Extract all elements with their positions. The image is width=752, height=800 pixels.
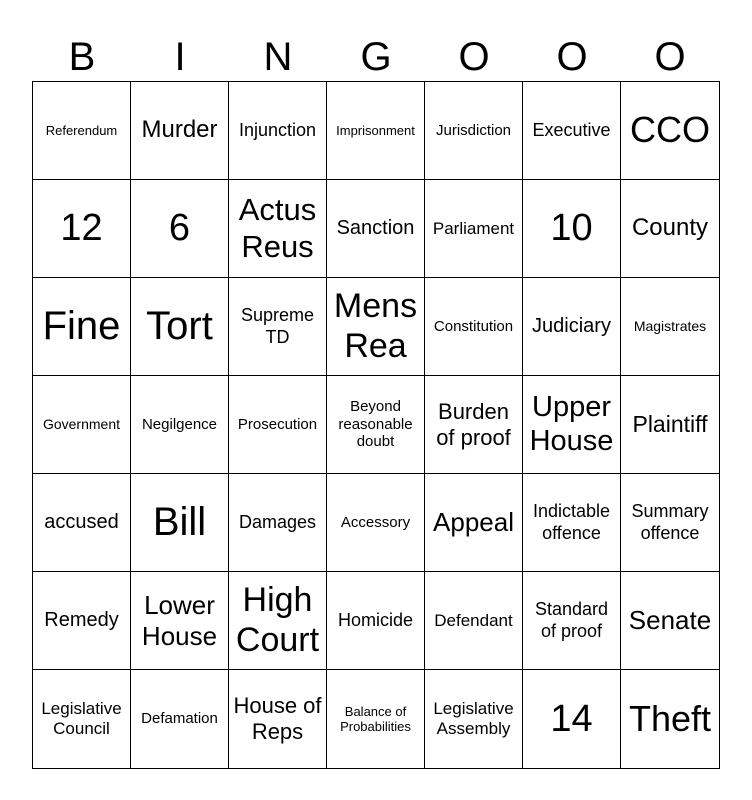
bingo-cell[interactable]: accused: [33, 474, 131, 572]
bingo-cell[interactable]: Homicide: [327, 572, 425, 670]
bingo-header: [33, 34, 719, 80]
bingo-cell[interactable]: Executive: [523, 82, 621, 180]
bingo-cell[interactable]: Imprisonment: [327, 82, 425, 180]
bingo-cell[interactable]: Remedy: [33, 572, 131, 670]
bingo-cell[interactable]: Legislative Assembly: [425, 670, 523, 768]
header-letter-b: B: [68, 35, 96, 79]
bingo-cell[interactable]: Fine: [33, 278, 131, 376]
header-letter-n: N: [263, 35, 293, 79]
bingo-board: [32, 81, 720, 769]
bingo-cell[interactable]: Magistrates: [621, 278, 719, 376]
bingo-cell[interactable]: House of Reps: [229, 670, 327, 768]
header-letter-o3: O: [654, 35, 686, 79]
bingo-cell[interactable]: 6: [131, 180, 229, 278]
bingo-cell[interactable]: Tort: [131, 278, 229, 376]
bingo-cell[interactable]: Prosecution: [229, 376, 327, 474]
bingo-cell[interactable]: County: [621, 180, 719, 278]
header-letter-o2: O: [556, 35, 588, 79]
bingo-cell[interactable]: 10: [523, 180, 621, 278]
bingo-cell[interactable]: Judiciary: [523, 278, 621, 376]
bingo-cell[interactable]: 12: [33, 180, 131, 278]
bingo-cell[interactable]: Defendant: [425, 572, 523, 670]
bingo-cell[interactable]: Appeal: [425, 474, 523, 572]
bingo-cell[interactable]: Sanction: [327, 180, 425, 278]
bingo-cell[interactable]: Legislative Council: [33, 670, 131, 768]
bingo-cell[interactable]: High Court: [229, 572, 327, 670]
bingo-cell[interactable]: Senate: [621, 572, 719, 670]
header-letter-i: I: [174, 35, 186, 79]
bingo-cell[interactable]: Murder: [131, 82, 229, 180]
bingo-cell[interactable]: Constitution: [425, 278, 523, 376]
bingo-cell[interactable]: Beyond reasonable doubt: [327, 376, 425, 474]
bingo-cell[interactable]: Summary offence: [621, 474, 719, 572]
bingo-cell[interactable]: Jurisdiction: [425, 82, 523, 180]
bingo-cell[interactable]: Accessory: [327, 474, 425, 572]
bingo-cell[interactable]: Burden of proof: [425, 376, 523, 474]
header-letter-o1: O: [458, 35, 490, 79]
bingo-cell[interactable]: Negilgence: [131, 376, 229, 474]
bingo-cell[interactable]: Actus Reus: [229, 180, 327, 278]
bingo-cell[interactable]: Lower House: [131, 572, 229, 670]
bingo-cell[interactable]: Balance of Probabilities: [327, 670, 425, 768]
bingo-cell[interactable]: Standard of proof: [523, 572, 621, 670]
header-letter-g: G: [360, 35, 392, 79]
bingo-cell[interactable]: Bill: [131, 474, 229, 572]
bingo-cell[interactable]: Parliament: [425, 180, 523, 278]
bingo-cell[interactable]: Injunction: [229, 82, 327, 180]
bingo-cell[interactable]: Theft: [628, 697, 712, 739]
bingo-cell[interactable]: Plaintiff: [621, 376, 719, 474]
bingo-cell[interactable]: 14: [523, 670, 621, 768]
bingo-cell[interactable]: Damages: [229, 474, 327, 572]
bingo-cell[interactable]: Indictable offence: [523, 474, 621, 572]
bingo-cell[interactable]: Government: [33, 376, 131, 474]
bingo-cell[interactable]: Defamation: [131, 670, 229, 768]
bingo-cell[interactable]: Supreme TD: [229, 278, 327, 376]
bingo-cell[interactable]: CCO: [621, 82, 719, 180]
bingo-cell[interactable]: Upper House: [523, 376, 621, 474]
bingo-cell[interactable]: Referendum: [33, 82, 131, 180]
bingo-cell[interactable]: Mens Rea: [327, 278, 425, 376]
